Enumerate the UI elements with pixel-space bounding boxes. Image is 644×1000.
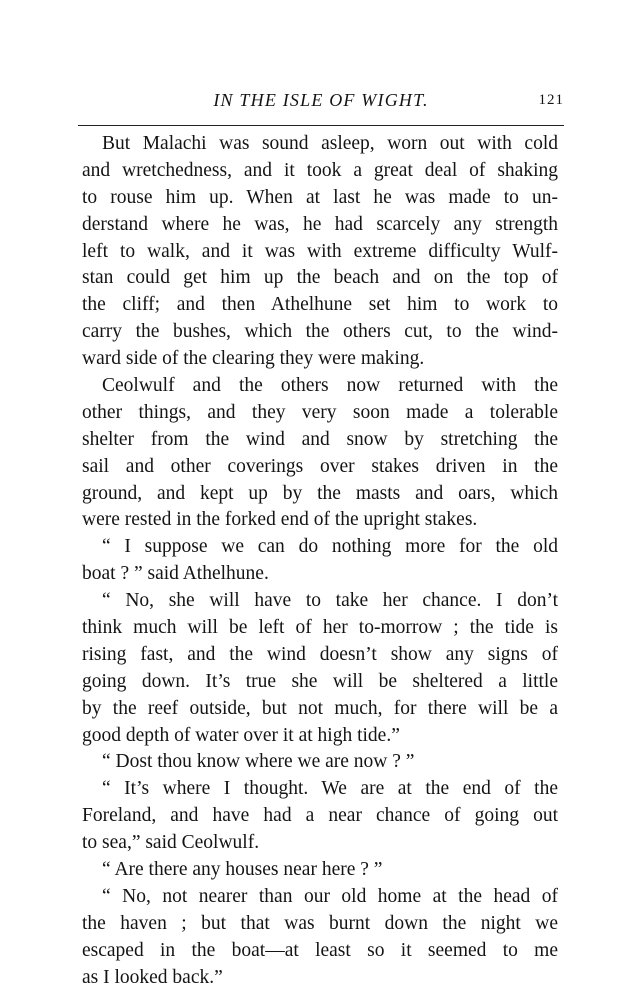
text-line: sail and other coverings over stakes driven in the <box>82 455 558 477</box>
text-line: “ I suppose we can do nothing more for the old <box>102 536 558 558</box>
text-line: and wretchedness, and it took a great deal of shaking <box>82 159 558 181</box>
page-number: 121 <box>538 92 564 108</box>
text-line: stan could get him up the beach and on the top of <box>82 267 558 289</box>
text-line: think much will be left of her to-morrow ; the tide is <box>82 617 558 639</box>
running-title: IN THE ISLE OF WIGHT. <box>213 90 429 110</box>
text-line: carry the bushes, which the others cut, to the wind- <box>82 321 558 343</box>
text-line: derstand where he was, he had scarcely any strength <box>82 213 558 235</box>
text-line: ground, and kept up by the masts and oars, which <box>82 482 558 504</box>
text-line: were rested in the forked end of the upright stakes. <box>82 509 478 531</box>
text-line: to sea,” said Ceolwulf. <box>82 832 260 854</box>
text-line: Ceolwulf and the others now returned with the <box>102 375 558 397</box>
text-line: “ It’s where I thought. We are at the end of the <box>102 778 558 800</box>
text-line: as I looked back.” <box>82 966 223 988</box>
running-header <box>78 90 564 120</box>
text-line: “ Dost thou know where we are now ? ” <box>102 751 415 773</box>
text-line: But Malachi was sound asleep, worn out with cold <box>102 133 558 154</box>
text-line: “ Are there any houses near here ? ” <box>102 859 383 881</box>
text-line: the cliff; and then Athelhune set him to work to <box>82 294 558 316</box>
text-line: to rouse him up. When at last he was made to un- <box>82 186 558 208</box>
text-line: “ No, not nearer than our old home at the head of <box>102 885 558 907</box>
text-line: ward side of the clearing they were making. <box>82 348 425 370</box>
text-line: left to walk, and it was with extreme difficulty Wulf- <box>82 240 558 262</box>
text-line: boat ? ” said Athelhune. <box>82 563 269 585</box>
text-line: rising fast, and the wind doesn’t show any signs of <box>82 643 558 665</box>
text-line: the haven ; but that was burnt down the night we <box>82 912 558 934</box>
text-line: going down. It’s true she will be sheltered a little <box>82 670 558 692</box>
text-line: other things, and they very soon made a tolerable <box>82 401 558 423</box>
text-line: Foreland, and have had a near chance of going out <box>82 805 558 827</box>
text-line: by the reef outside, but not much, for there will be a <box>82 697 558 719</box>
header-rule <box>78 125 564 126</box>
text-line: shelter from the wind and snow by stretching the <box>82 428 558 450</box>
text-line: “ No, she will have to take her chance. I don’t <box>102 590 558 612</box>
text-line: escaped in the boat—at least so it seemed to me <box>82 939 558 961</box>
text-line: good depth of water over it at high tide.” <box>82 724 400 746</box>
body-text <box>82 131 558 992</box>
